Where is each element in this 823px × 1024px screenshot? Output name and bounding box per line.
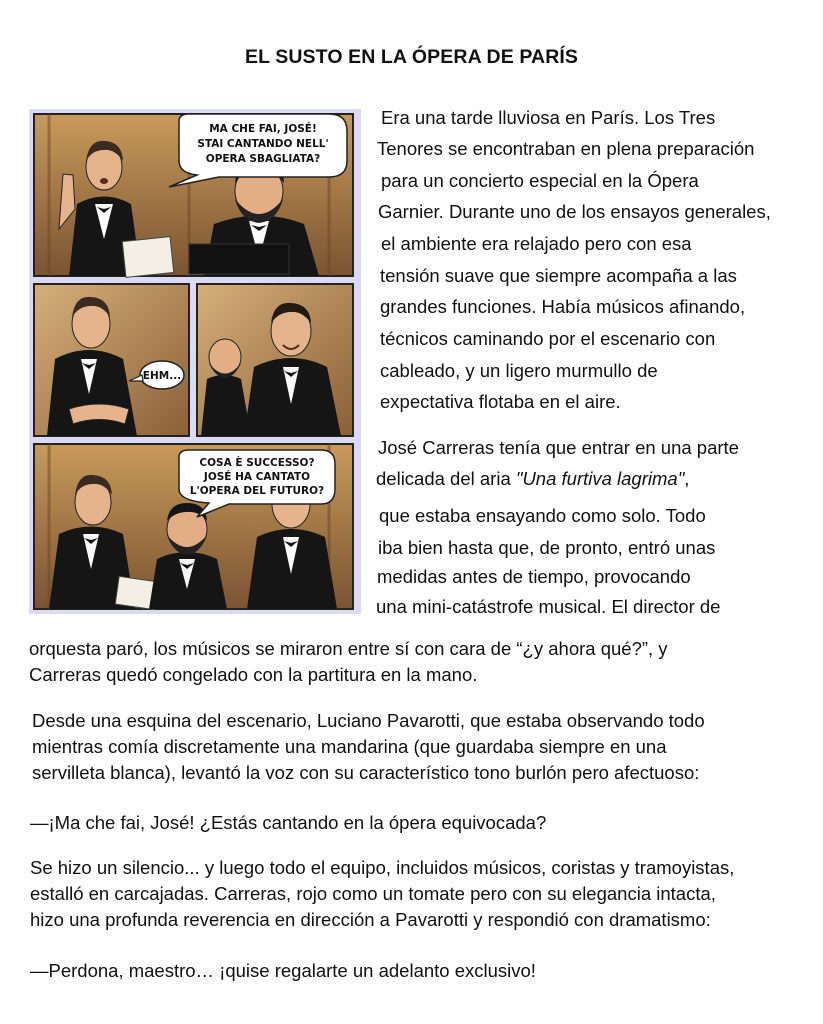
aria-title: "Una furtiva lagrima" — [515, 468, 685, 489]
text-line: que estaba ensayando como solo. Todo — [379, 505, 706, 526]
text-line: orquesta paró, los músicos se miraron entre sí con cara de “¿y ahora qué?”, y — [29, 638, 668, 659]
text-line: Se hizo un silencio... y luego todo el equipo, incluidos músicos, coristas y tramoyistas, — [30, 857, 735, 878]
bubble-1-line-2: STAI CANTANDO NELL' — [197, 138, 329, 150]
text-line: Era una tarde lluviosa en París. Los Tres — [381, 107, 716, 128]
bubble-3-line-3: L'OPERA DEL FUTURO? — [189, 485, 325, 497]
text-line: una mini-catástrofe musical. El director de — [376, 596, 721, 617]
text-line: iba bien hasta que, de pronto, entró unas — [378, 537, 716, 558]
text-line: cableado, y un ligero murmullo de — [380, 360, 658, 381]
text-line: mientras comía discretamente una mandarina (que guardaba siempre en una — [32, 736, 667, 757]
text-line: medidas antes de tiempo, provocando — [377, 566, 691, 587]
comic-panel-4 — [34, 444, 353, 610]
text-line: hizo una profunda reverencia en dirección a Pavarotti y respondió con dramatismo: — [30, 909, 711, 930]
bubble-3-line-1: COSA È SUCCESSO? — [199, 457, 315, 469]
text-span: , — [684, 468, 690, 489]
text-line: tensión suave que siempre acompaña a las — [380, 265, 737, 286]
text-line: estalló en carcajadas. Carreras, rojo como un tomate pero con su elegancia intacta, — [30, 883, 716, 904]
text-line: Tenores se encontraban en plena preparación — [377, 138, 755, 159]
quote-carreras: —Perdona, maestro… ¡quise regalarte un adelanto exclusivo! — [30, 960, 536, 981]
text-line: Carreras quedó congelado con la partitura en la mano. — [29, 664, 478, 685]
bubble-1-line-3: OPERA SBAGLIATA? — [205, 153, 321, 165]
comic-illustration — [29, 109, 361, 614]
comic-panel-1 — [34, 114, 353, 277]
text-line: para un concierto especial en la Ópera — [381, 170, 699, 191]
bubble-1-line-1: MA CHE FAI, JOSÉ! — [209, 123, 317, 135]
comic-panel-3 — [197, 284, 353, 436]
text-span: delicada del aria — [376, 468, 516, 489]
quote-pavarotti: —¡Ma che fai, José! ¿Estás cantando en la ópera equivocada? — [30, 812, 547, 833]
text-line: servilleta blanca), levantó la voz con su característico tono burlón pero afectuoso: — [32, 762, 700, 783]
text-line: José Carreras tenía que entrar en una parte — [378, 437, 739, 458]
text-line: grandes funciones. Había músicos afinando, — [380, 296, 746, 317]
text-line: Desde una esquina del escenario, Luciano Pavarotti, que estaba observando todo — [32, 710, 705, 731]
comic-panel-2 — [34, 284, 189, 436]
bubble-3-line-2: JOSÉ HA CANTATO — [203, 471, 311, 483]
text-line: expectativa flotaba en el aire. — [380, 391, 621, 412]
text-line: Garnier. Durante uno de los ensayos generales, — [378, 201, 771, 222]
bubble-2-text: EHM... — [142, 370, 182, 382]
text-line: técnicos caminando por el escenario con — [380, 328, 716, 349]
text-line — [376, 468, 689, 490]
text-line: el ambiente era relajado pero con esa — [381, 233, 692, 254]
page-title: EL SUSTO EN LA ÓPERA DE PARÍS — [244, 46, 578, 68]
